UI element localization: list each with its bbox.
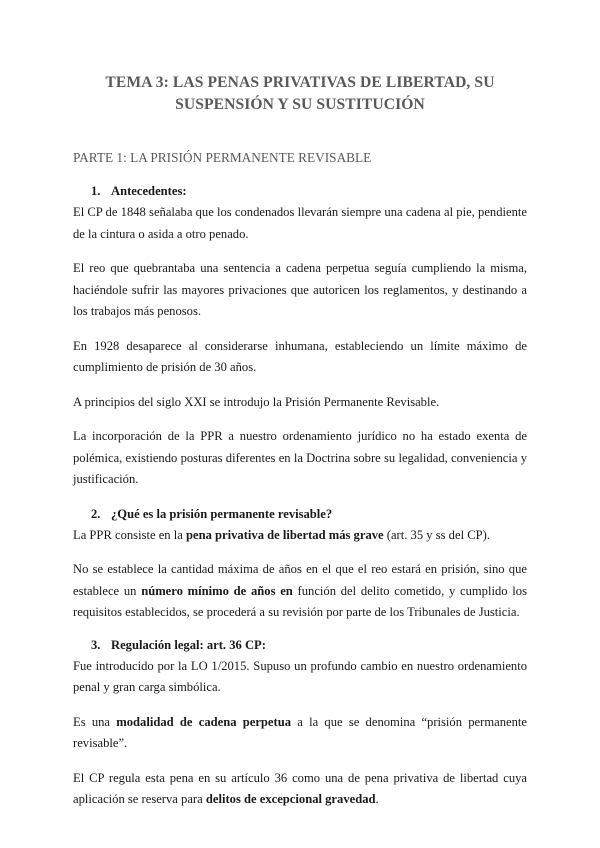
paragraph xyxy=(73,525,527,547)
document-title: TEMA 3: LAS PENAS PRIVATIVAS DE LIBERTAD, SU SUSPENSIÓN Y SU SUSTITUCIÓN xyxy=(105,74,495,113)
text-run: . xyxy=(375,792,379,806)
text-run: La PPR consiste en la xyxy=(73,527,186,542)
paragraph: El CP de 1848 señalaba que los condenados llevarán siempre una cadena al pie, pendiente de la cintura o asida a otro penado. xyxy=(73,205,527,241)
text-run: No se establece la cantidad máxima de años en el que el reo estará en prisión, sino que establece un xyxy=(73,562,527,598)
section-number: 3. xyxy=(91,637,101,652)
section-heading-text: Regulación legal: art. 36 CP: xyxy=(111,637,266,652)
text-run: (art. 35 y ss del CP). xyxy=(383,527,490,542)
text-run: a la que se denomina “prisión permanente revisable”. xyxy=(73,714,527,750)
paragraph: A principios del siglo XXI se introdujo la Prisión Permanente Revisable. xyxy=(73,394,440,409)
paragraph xyxy=(73,768,527,811)
section-number: 2. xyxy=(91,506,101,521)
paragraph xyxy=(73,559,527,624)
section-heading-text: Antecedentes: xyxy=(111,184,187,198)
section-heading-regulacion xyxy=(73,636,527,654)
section-heading-antecedentes xyxy=(73,182,527,200)
paragraph: La incorporación de la PPR a nuestro ordenamiento jurídico no ha estado exenta de polémica, existiendo posturas diferentes en la Doctrina sobre su legalidad, conveniencia y justificación. xyxy=(73,429,527,486)
paragraph: El reo que quebrantaba una sentencia a cadena perpetua seguía cumpliendo la misma, haciéndole sufrir las mayores privaciones que autoricen los reglamentos, y destinando a los trabajos más penosos. xyxy=(73,261,527,318)
section-heading-que-es xyxy=(73,505,527,523)
text-run: función del delito cometido, y cumplido los requisitos establecidos, se procederá a su revisión por parte de los Tribunales de Justicia. xyxy=(73,583,527,619)
text-run: Es una xyxy=(73,714,117,729)
paragraph xyxy=(73,712,527,755)
part-title: PARTE 1: LA PRISIÓN PERMANENTE REVISABLE xyxy=(73,150,372,165)
bold-text: modalidad de cadena perpetua xyxy=(116,714,292,729)
bold-text: número mínimo de años en xyxy=(141,583,293,598)
bold-text: pena privativa de libertad más grave xyxy=(185,527,384,542)
paragraph: Fue introducido por la LO 1/2015. Supuso un profundo cambio en nuestro ordenamiento penal y gran carga simbólica. xyxy=(73,658,527,694)
text-run: El CP regula esta pena en su artículo 36 como una de pena privativa de libertad cuya aplicación se reserva para xyxy=(73,770,527,806)
paragraph: En 1928 desaparece al considerarse inhumana, estableciendo un límite máximo de cumplimiento de prisión de 30 años. xyxy=(73,338,527,374)
bold-text: delitos de excepcional gravedad xyxy=(205,792,376,806)
section-heading-text: ¿Qué es la prisión permanente revisable? xyxy=(111,506,333,521)
section-number: 1. xyxy=(91,184,101,198)
